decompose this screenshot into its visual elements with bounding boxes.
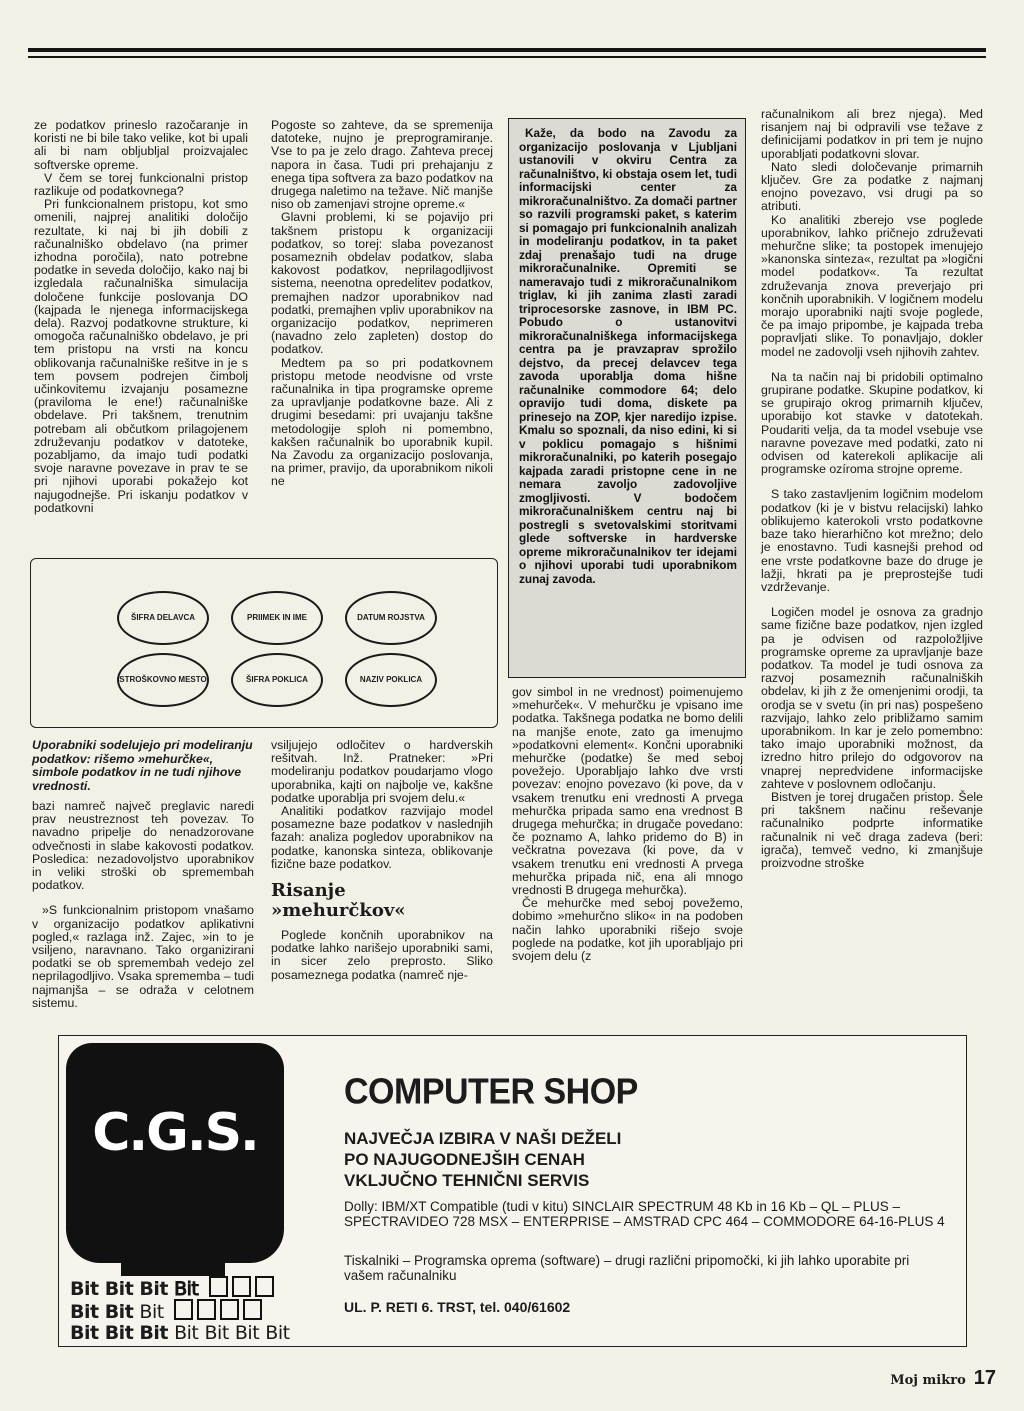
section-heading-line-2: »mehurčkov«	[271, 900, 406, 922]
paragraph: Nato sledi določevanje primarnih ključev. Gre za podatke z najmanj enojno povezavo, vsi drugi pa so atributi.	[761, 159, 983, 214]
bit-square	[243, 1299, 262, 1320]
paragraph: Ko analitiki zberejo vse poglede uporabnikov, lahko pričnejo združevati mehurčne slike; ta postopek imenujejo »kanonska sinteza«, rezultat pa »logični model podatkov«. Ta rezultat združevanja znova preverjajo pri končnih uporabnikih. V logičnem modelu morajo uporabniki najti svoje poglede, če pa imajo pripombe, je kajpada treba popravljati slike. To ponavljajo, dokler model ne zadovolji vseh njihovih zahtev.	[761, 212, 983, 359]
paragraph: Bistven je torej drugačen pristop. Šele pri takšnem načinu reševanje računalniko podprte informatike računalnik ni več draga zadeva (beri: igrača), temveč vedno, ki zmanjšuje proizvodne stroške	[761, 789, 983, 870]
paragraph: S tako zastavljenim logičnim modelom podatkov (ki je v bistvu relacijski) lahko oblikujemo katerokoli vrsto podatkovne baze tako hierarhično kot mrežno; delo je enostavno. Tudi kasnejši prehod od ene vrste podatkovne baze do druge je lažji, hkrati pa je preprostejše tudi vzdrževanje.	[761, 487, 983, 594]
paragraph: Poglede končnih uporabnikov na podatke lahko narišejo uporabniki sami, in sicer zelo preprosto. Sliko posameznega podatka (namreč nje-	[271, 928, 493, 982]
paragraph: Pogoste so zahteve, da se spremenija datoteke, nujno je preprogramiranje. Vse to pa je zelo drago. Zahteva precej napora in časa. Tudi pri prehajanju z enega tipa softvera za bazo podatkov na drugega naletimo na težave. Nič manjše niso ob zamenjavi strojne opreme.«	[271, 118, 493, 212]
bit-word: Bit	[174, 1278, 199, 1300]
paragraph: Pri funkcionalnem pristopu, kot smo omenili, najprej analitiki določijo rezultate, ki naj bi jih dobili z računalniško obdelavo (na primer izhodna poročila), nato potrebne podatke in seveda določijo, kako naj bi izgledala računalniška simulacija določene funkcije poslovanja DO (kajpada le njenega informacijskega dela). Razvoj podatkovne strukture, ki omogoča računalniško obdelavo, je pri tem pristopu na vrsti na koncu oblikovanja računalniške rešitve in je s tem povsem podrejen čimbolj učinkovitemu izvajanju posamezne (praviloma le ene!) računalniške obdelave. Pri takšnem, trenutnim potrebam ali občutkom prilagojenem združevanju podatkov v datoteke, pozabljamo, da imajo tudi podatki svoje naravne povezave in prav te se pri njihovi uporabi pokažejo kot najugodnejše. Pri iskanju podatkov v podatkovni	[34, 197, 248, 515]
logo-stand	[121, 1256, 225, 1276]
section-heading	[271, 881, 493, 921]
bit-word: Bit	[139, 1322, 168, 1344]
bit-word: Bit	[139, 1278, 168, 1300]
paragraph: Na ta način naj bi pridobili optimalno grupirane podatke. Skupine podatkov, ki se grupirajo okrog primarnih ključev, uporabijo kot stavke v datotekah. Poudariti velja, da ta model vsebuje vse naravne povezave med podatki, zato ni odvisen od katerekoli aplikacije ali programske ozíroma strojne opreme.	[761, 369, 983, 477]
paragraph: gov simbol in ne vrednost) poimenujemo »mehurček«. V mehurčku je vpisano ime podatka. Takšnega podatka ne bomo delili na manjše enote, zato ga imenujmo »podatkovni element«. Končni uporabniki mehurčke (podatke) še med seboj povežejo. Uporabljajo lahko dve vrsti povezav: enojno povezavo (ki pove, da v vsakem trenutku eni vrednosti A prvega mehurčka pripada samo ena vrednost B drugega mehurčka; in drugače povedano: če poznamo A, lahko pridemo do B) in večkratna povezava (ki pove, da v vsakem trenutku eni vrednosti A prvega mehurčka pripada nič, ena ali mnogo vrednosti B drugega mehurčka).	[512, 685, 743, 898]
bubble-naziv-poklica: NAZIV POKLICA	[345, 653, 437, 707]
bit-square	[197, 1299, 216, 1320]
ad-headline-line-3: VKLJUČNO TEHNIČNI SERVIS	[344, 1171, 590, 1190]
page-number: 17	[973, 1367, 996, 1389]
paragraph: »S funkcionalnim pristopom vnašamo v organizacijo podatkov aplikativni pogled,« razlaga inž. Zajec, »in to je vsiljeno, naravnano. Tako organizirani podatki se ob spremembah vedejo zel neprilagodljivo. Vsaka sprememba – tudi najmanjša – se odraža v celotnem sistemu.	[32, 903, 254, 1010]
bubble-sifra-delavca: ŠIFRA DELAVCA	[117, 591, 209, 645]
bit-word: Bit	[104, 1301, 134, 1323]
bubble-datum-rojstva: DATUM ROJSTVA	[345, 591, 437, 645]
ad-address: UL. P. RETI 6. TRST, tel. 040/61602	[344, 1299, 571, 1315]
bubble-sifra-poklica: ŠIFRA POKLICA	[231, 653, 323, 707]
paragraph: Glavni problemi, ki se pojavijo pri takšnem pristopu k organizaciji podatkov, so torej: slaba povezanost posameznih obdelav podatkov, slaba kakovost podatkov, neprilagodljivost sistema, neenotna opredelitev podatkov, premajhen nadzor uporabnikov nad podatki, premajhen vpliv uporabnikov na organizacijo podatkov, neprimeren (navadno zelo zapleten) dostop do podatkov.	[271, 210, 493, 357]
paragraph: Medtem pa so pri podatkovnem pristopu metode neodvisne od vrste računalnika in tipa programske opreme za upravljanje podatkovne baze. Ali z drugimi besedami: pri uvajanju takšne metodologije sploh ni pomembno, kakšen računalnik bo uporabnik kupil. Na Zavodu za organizacijo poslovanja, na primer, pravijo, da uporabnikom nikoli ne	[271, 355, 493, 489]
bit-row-3	[70, 1322, 290, 1344]
bit-square	[232, 1276, 251, 1297]
bubble-priimek-in-ime: PRIIMEK IN IME	[231, 591, 323, 645]
paragraph: Analitiki podatkov razvijajo model posamezne baze podatkov v naslednjih fazah: analiza pogledov uporabnikov na podatke, kanonska sinteza, oblikovanje fizične baze podatkov.	[271, 804, 493, 871]
bit-word: Bit	[70, 1301, 99, 1323]
bit-word: Bit	[174, 1322, 199, 1344]
bit-row-1	[70, 1276, 274, 1300]
ad-printers: Tiskalniki – Programska oprema (software) – drugi različni pripomočki, ki jih lahko uporabite pri vašem računalniku	[344, 1253, 910, 1283]
bit-square	[174, 1299, 193, 1320]
column-1-text	[34, 119, 248, 515]
paragraph: Logičen model je osnova za gradnjo same fizične baze podatkov, njen izgled pa je odvisen od razpoložljive programske opreme za upravljanje baze podatkov. Ta model je tudi osnova za razvoj posameznih računalniških obdelav, ki jih z že omenjenimi orodji, ta orodja se v svetu (in pri nas) pospešeno razvijajo, lahko zelo približamo samim uporabnikom. In kar je zelo pomembno: tako imajo uporabniki možnost, da izredno hitro prilejo do odgovorov na vnaprej nepredvidene informacijske zahteve v poslovnem odločanju.	[761, 605, 983, 791]
bit-word: Bit	[139, 1301, 164, 1323]
section-heading-line-1: Risanje	[271, 880, 346, 902]
paragraph: Če mehurčke med seboj povežemo, dobimo »mehurčno sliko« in na podoben način lahko uporabniki rišejo svoje poglede na podatke, kot jih uporabljajo pri svojem delu (z	[512, 896, 743, 964]
bit-word: Bit	[204, 1322, 229, 1344]
figure-caption: Uporabniki sodelujejo pri modeliranju podatkov: rišemo »mehurčke«, simbole podatkov in ne tudi njihove vrednosti.	[32, 738, 253, 793]
bit-square	[255, 1276, 274, 1297]
top-rule-thick	[28, 48, 986, 52]
bubble-diagram	[30, 558, 498, 728]
bit-word: Bit	[70, 1278, 99, 1300]
bit-square	[209, 1276, 228, 1297]
bit-square	[220, 1299, 239, 1320]
bubble-stroskovno-mesto: STROŠKOVNO MESTO	[117, 653, 209, 707]
bit-word: Bit	[70, 1322, 99, 1344]
paragraph: bazi namreč največ preglavic naredi prav neustreznost teh povezav. To navadno pripelje do nenadzorovane odvečnosti in slabe kakovosti podatkov. Posledica: nezadovoljstvo uporabnikov in veliki stroški ob spremembah podatkov.	[32, 799, 254, 893]
bit-word: Bit	[265, 1322, 290, 1344]
sidebar-box-text	[519, 127, 737, 586]
column-2-text	[271, 119, 493, 489]
paragraph: Kaže, da bodo na Zavodu za organizacijo poslovanja v Ljubljani ustanovili v okviru Centra za računalništvo, ki obstaja osem let, tudi informacijski center za mikroračunalništvo. Za domači partner so razvili programski paket, s katerim si pomagajo pri funkcionalnih analizah in modeliranju podatkov, in ta paket zdaj prenašajo tudi na druge mikroračunalnike. Opremiti se nameravajo tudi z mikroračunalnikom triglav, ki jih zanima zlasti zaradi triprocesorske zasnove, in IBM PC. Pobudo o ustanovitvi mikroračunalniškega informacijskega centra pa je pravzaprav sprožilo dejstvo, da precej delavcev tega zavoda uporablja doma hišne računalnike commodore 64; delo opravijo tudi doma, diskete pa prinesejo na ZOP, kjer naredijo izpise. Kmalu so spoznali, da niso edini, ki si v poklicu pomagajo s hišnimi mikroračunalniki, po katerih posegajo kajpada zaradi pristopne cene in ne nemara zavoljo zadovoljive zmogljivosti. V bodočem mikroračunalniškem centru naj bi postregli s svetovalskimi storitvami glede softverske in hardverske opreme mikroračunalnikov ter idejami o njihovi uporabi tudi uporabnikom zunaj zavoda.	[519, 126, 737, 586]
cgs-logo-text: C.G.S.	[92, 1103, 258, 1163]
paragraph: vsiljujejo odločitev o hardverskih rešitvah. Inž. Pratneker: »Pri modeliranju podatkov poudarjamo vlogo uporabnika, kajti on najbolje ve, kakšne podatke uporablja pri svojem delu.«	[271, 738, 493, 805]
ad-headline-line-2: PO NAJUGODNEJŠIH CENAH	[344, 1150, 585, 1169]
column-2-lower-text	[271, 739, 493, 982]
column-4-text	[761, 108, 983, 870]
ad-products: Dolly: IBM/XT Compatible (tudi v kitu) SINCLAIR SPECTRUM 48 Kb in 16 Kb – QL – PLUS – SPECTRAVIDEO 728 MSX – ENTERPRISE – AMSTRAD CPC 464 – COMMODORE 64-16-PLUS 4	[344, 1199, 945, 1229]
paragraph: računalnikom ali brez njega). Med risanjem naj bi odpravili vse težave z definicijami podatkov in pri tem je nujno uporabljati podatkovni slovar.	[761, 107, 983, 161]
ad-title: COMPUTER SHOP	[344, 1072, 638, 1112]
cgs-logo	[66, 1043, 284, 1263]
magazine-name: Moj mikro	[890, 1373, 966, 1388]
ad-headline-line-1: NAJVEČJA IZBIRA V NAŠI DEŽELI	[344, 1129, 622, 1148]
bit-row-2	[70, 1299, 262, 1323]
column-3-lower-text	[512, 686, 743, 963]
page-footer	[890, 1367, 996, 1390]
sidebar-box	[508, 118, 746, 678]
paragraph: V čem se torej funkcionalni pristop razlikuje od podatkovnega?	[34, 170, 248, 199]
ad-headline	[344, 1128, 621, 1191]
bit-word: Bit	[104, 1322, 134, 1344]
top-rule-thin	[28, 56, 986, 58]
bit-word: Bit	[234, 1322, 260, 1344]
paragraph: ze podatkov prineslo razočaranje in koristi ne bi bile tako velike, kot bi upali ali bi nam obljubljal proizvajalec softverske opreme.	[34, 118, 248, 172]
column-1-lower-text	[32, 800, 254, 1010]
bit-word: Bit	[104, 1278, 134, 1300]
